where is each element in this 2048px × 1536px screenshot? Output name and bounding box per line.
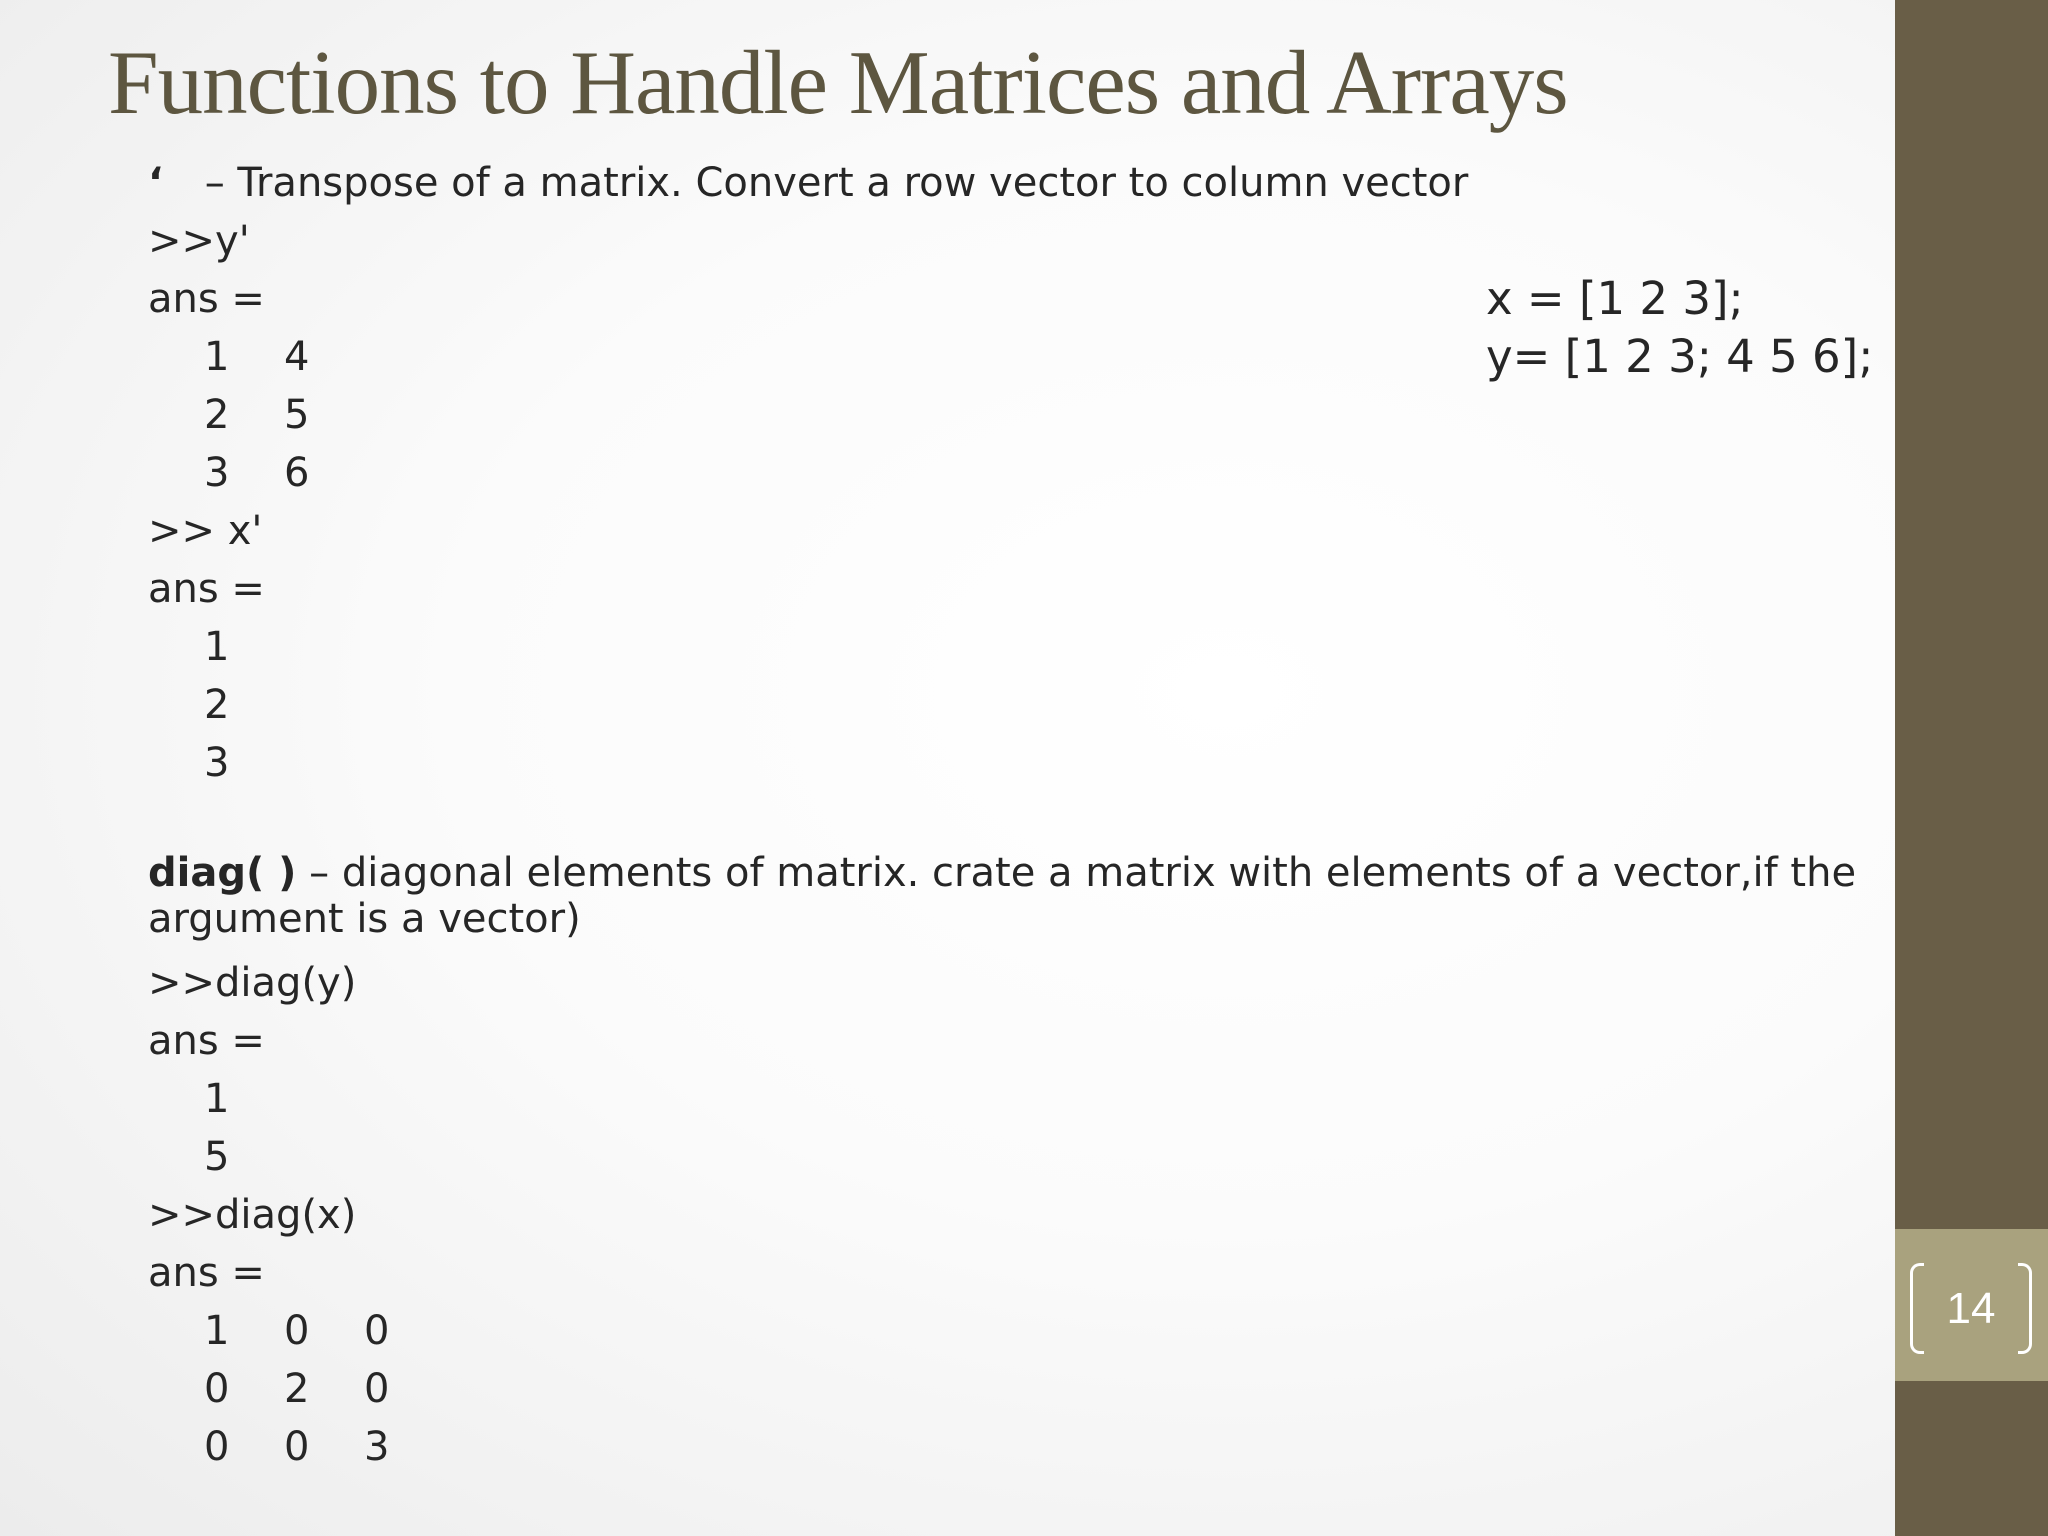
page-number-frame	[1910, 1263, 2032, 1354]
matrix-row	[148, 1128, 1788, 1186]
command-line: >>diag(x)	[148, 1192, 357, 1238]
matrix-row	[148, 1302, 1788, 1360]
matrix-cell: 1	[204, 1076, 230, 1122]
diag-description: – diagonal elements of matrix. crate a matrix with elements of a vector,if the	[296, 850, 1857, 896]
transpose-heading	[148, 154, 1788, 212]
ans-label: ans =	[148, 1018, 265, 1064]
matrix-cell: 0	[364, 1366, 390, 1412]
diag-description-continued: argument is a vector)	[148, 896, 581, 942]
matrix-cell: 0	[364, 1308, 390, 1354]
command-line: >>diag(y)	[148, 960, 357, 1006]
matrix-cell: 2	[284, 1366, 310, 1412]
transpose-symbol: ‘	[148, 160, 164, 206]
matrix-cell: 0	[284, 1424, 310, 1470]
x-definition: x = [1 2 3];	[1486, 272, 1744, 325]
ans-label: ans =	[148, 1250, 265, 1296]
matrix-cell: 4	[284, 334, 310, 380]
matrix-row	[148, 676, 1788, 734]
matrix-row	[148, 1360, 1788, 1418]
matrix-cell: 1	[204, 624, 230, 670]
matrix-row	[148, 444, 1788, 502]
matrix-cell: 6	[284, 450, 310, 496]
variable-definitions	[1486, 270, 1873, 386]
matrix-cell: 3	[204, 450, 230, 496]
matrix-cell: 1	[204, 1308, 230, 1354]
matrix-row	[148, 1418, 1788, 1476]
matrix-cell: 5	[204, 1134, 230, 1180]
ans-label: ans =	[148, 276, 265, 322]
slide-title: Functions to Handle Matrices and Arrays	[108, 32, 1568, 133]
matrix-row	[148, 618, 1788, 676]
y-definition: y= [1 2 3; 4 5 6];	[1486, 330, 1874, 383]
matrix-row	[148, 386, 1788, 444]
matrix-cell: 2	[204, 682, 230, 728]
page-number: 14	[1946, 1284, 1996, 1333]
matrix-cell: 3	[204, 740, 230, 786]
matrix-cell: 0	[204, 1366, 230, 1412]
command-line: >>y'	[148, 218, 250, 264]
ans-label: ans =	[148, 566, 265, 612]
matrix-row	[148, 734, 1788, 792]
matrix-cell: 5	[284, 392, 310, 438]
section-spacer	[148, 792, 1788, 850]
matrix-cell: 0	[284, 1308, 310, 1354]
matrix-row	[148, 1070, 1788, 1128]
matrix-cell: 2	[204, 392, 230, 438]
diag-heading	[148, 850, 1857, 896]
diag-function-name: diag( )	[148, 850, 297, 896]
command-line: >> x'	[148, 508, 263, 554]
matrix-cell: 1	[204, 334, 230, 380]
transpose-description: – Transpose of a matrix. Convert a row vector to column vector	[192, 160, 1469, 206]
matrix-cell: 0	[204, 1424, 230, 1470]
matrix-cell: 3	[364, 1424, 390, 1470]
